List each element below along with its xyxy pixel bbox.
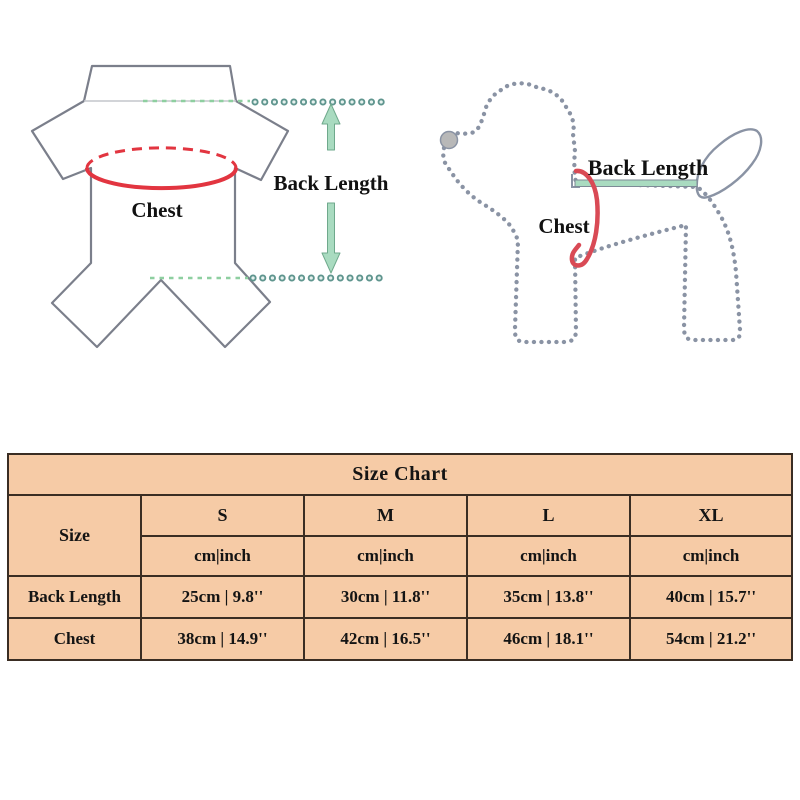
value-cell: 35cm | 13.8'' — [467, 576, 630, 618]
dog-outline — [443, 83, 740, 342]
unit-cell: cm|inch — [467, 536, 630, 576]
row-label-chest: Chest — [8, 618, 141, 660]
flat-back-length-label: Back Length — [273, 171, 389, 195]
value-cell: 30cm | 11.8'' — [304, 576, 467, 618]
size-corner-cell: Size — [8, 495, 141, 576]
value-cell: 42cm | 16.5'' — [304, 618, 467, 660]
unit-cell: cm|inch — [304, 536, 467, 576]
value-cell: 54cm | 21.2'' — [630, 618, 792, 660]
flat-chest-label: Chest — [131, 198, 183, 222]
flat-garment-diagram — [0, 20, 400, 380]
size-chart-table — [7, 453, 793, 661]
value-cell: 25cm | 9.8'' — [141, 576, 304, 618]
value-cell: 38cm | 14.9'' — [141, 618, 304, 660]
dog-nose — [441, 132, 458, 149]
value-cell: 46cm | 18.1'' — [467, 618, 630, 660]
table-title-row — [8, 454, 792, 495]
back-length-arrow-down — [322, 203, 340, 273]
column-header-xl: XL — [630, 495, 792, 536]
dog-back-length-label: Back Length — [587, 155, 709, 180]
column-header-s: S — [141, 495, 304, 536]
value-cell: 40cm | 15.7'' — [630, 576, 792, 618]
column-header-m: M — [304, 495, 467, 536]
column-header-l: L — [467, 495, 630, 536]
dog-chest-label: Chest — [538, 214, 590, 238]
table-row-back-length — [8, 576, 792, 618]
unit-cell: cm|inch — [141, 536, 304, 576]
back-length-arrow-up — [322, 104, 340, 150]
table-size-header-row — [8, 495, 792, 536]
unit-cell: cm|inch — [630, 536, 792, 576]
row-label-back-length: Back Length — [8, 576, 141, 618]
dog-measurement-diagram — [400, 20, 800, 380]
size-chart-title: Size Chart — [8, 454, 792, 495]
table-row-chest — [8, 618, 792, 660]
